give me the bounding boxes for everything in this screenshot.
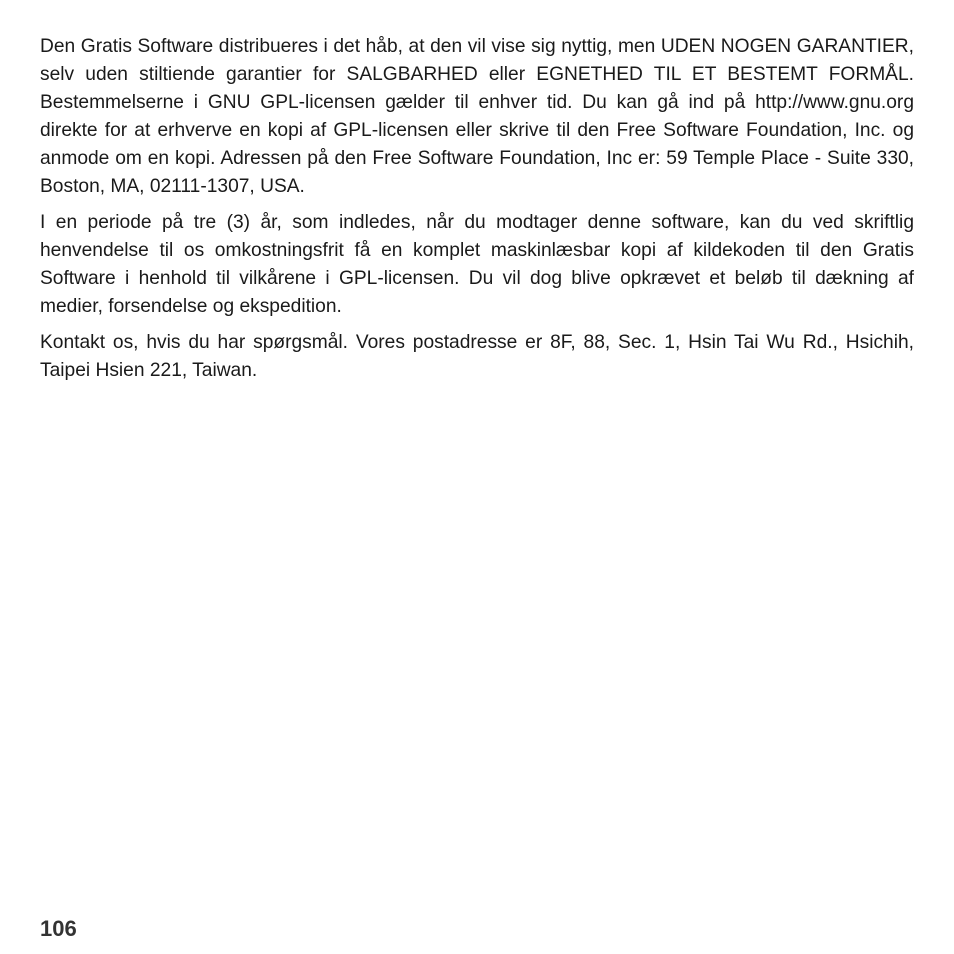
paragraph-source-code-offer: I en periode på tre (3) år, som indledes, når du modtager denne software, kan du ved skriftlig henvendelse til os omkostningsfrit få en komplet maskinlæsbar kopi af kildekoden til den Gratis Software i henhold til vilkårene i GPL-licensen. Du vil dog blive opkrævet et beløb til dækning af medier, forsendelse og ekspedition. <box>40 212 914 317</box>
paragraph-contact-address: Kontakt os, hvis du har spørgsmål. Vores postadresse er 8F, 88, Sec. 1, Hsin Tai Wu Rd., Hsichih, Taipei Hsien 221, Taiwan. <box>40 332 914 381</box>
paragraph-warranty-disclaimer: Den Gratis Software distribueres i det håb, at den vil vise sig nyttig, men UDEN NOGEN GARANTIER, selv uden stiltiende garantier for SALGBARHED eller EGNETHED TIL ET BESTEMT FORMÅL. Bestemmelserne i GNU GPL-licensen gælder til enhver tid. Du kan gå ind på http://www.gnu.org direkte for at erhverve en kopi af GPL-licensen eller skrive til den Free Software Foundation, Inc. og anmode om en kopi. Adressen på den Free Software Foundation, Inc er: 59 Temple Place - Suite 330, Boston, MA, 02111-1307, USA. <box>40 36 914 197</box>
page-number: 106 <box>40 916 77 941</box>
document-body <box>40 33 914 393</box>
